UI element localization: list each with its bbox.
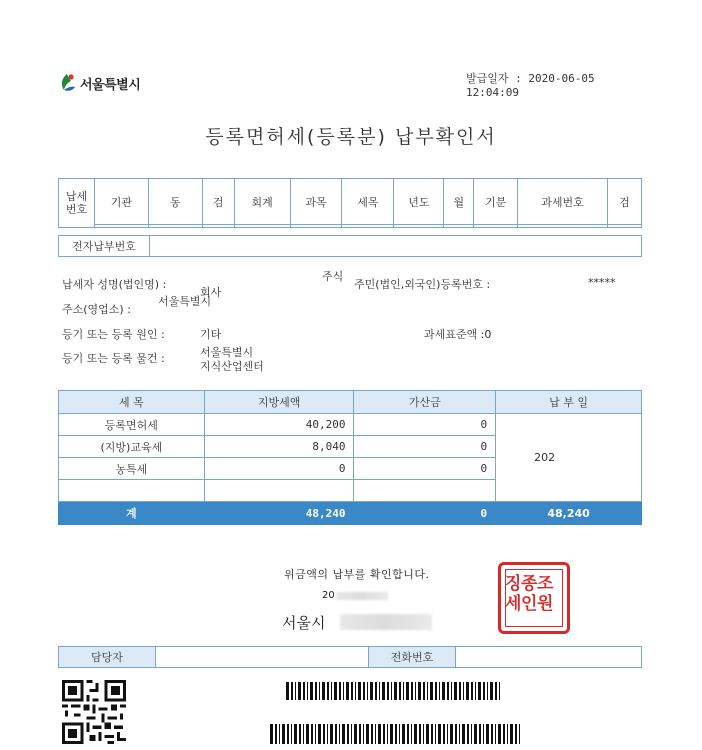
tax-number-row-label: 납세 번호 [59, 179, 95, 228]
issuer-name: 서울시 [282, 614, 326, 632]
seal-char: 인 [521, 594, 538, 614]
empty-cell [354, 480, 496, 502]
address-value: 서울특별시 [158, 295, 212, 308]
tax-number-cell [202, 225, 234, 228]
col-month: 월 [444, 179, 474, 225]
qr-code-icon [62, 680, 126, 748]
barcode-icon [270, 724, 522, 748]
official-seal [498, 562, 570, 634]
tax-number-cell [148, 225, 202, 228]
taxpayer-id-value: ***** [588, 276, 616, 289]
col-agency: 기관 [94, 179, 148, 225]
e-payment-table [58, 235, 642, 257]
manager-value [156, 647, 369, 668]
tax-number-cell [474, 225, 518, 228]
table-row [59, 414, 642, 436]
empty-cell [59, 480, 205, 502]
tax-number-cell [94, 225, 148, 228]
seal-char: 원 [537, 594, 554, 614]
total-label: 계 [59, 502, 205, 525]
payment-date: 202 [534, 451, 556, 464]
taxpayer-name-label: 납세자 성명(법인명) : [62, 278, 167, 291]
total-row [59, 502, 642, 525]
total-paid: 48,240 [496, 502, 642, 525]
seoul-logo [58, 72, 140, 94]
e-payment-value [150, 236, 642, 257]
col-tax-no: 과세번호 [518, 179, 608, 225]
tax-number-cell [518, 225, 608, 228]
tax-amount-table [58, 390, 642, 525]
org-name: 서울특별시 [80, 77, 141, 93]
col-tax-item: 세목 [342, 179, 394, 225]
th-surcharge: 가산금 [354, 391, 496, 414]
total-surcharge: 0 [354, 502, 496, 525]
th-local-tax: 지방세액 [204, 391, 354, 414]
row-item: 등록면허세 [59, 414, 205, 436]
taxpayer-name-line1: 주식 [322, 270, 344, 283]
row-item: (지방)교육세 [59, 436, 205, 458]
object-value-line1: 서울특별시 [200, 346, 254, 359]
col-subject: 과목 [290, 179, 342, 225]
confirmation-text: 위금액의 납부를 확인합니다. [284, 568, 430, 581]
seal-char: 징 [505, 574, 522, 594]
seal-char: 세 [505, 594, 522, 614]
row-amount: 0 [204, 458, 354, 480]
seal-char: 조 [537, 574, 554, 594]
phone-label: 전화번호 [369, 647, 456, 668]
taxpayer-id-label: 주민(법인,외국인)등록번호 : [354, 278, 491, 291]
manager-label: 담당자 [59, 647, 156, 668]
tax-number-cell [234, 225, 290, 228]
taxpayer-name-line2: 회사 [200, 286, 222, 299]
col-period: 기분 [474, 179, 518, 225]
issue-label: 발급일자 : [466, 72, 522, 85]
page-title: 등록면허세(등록분) 납부확인서 [205, 126, 497, 148]
tax-number-table [58, 178, 642, 228]
row-item: 농특세 [59, 458, 205, 480]
th-tax-item: 세 목 [59, 391, 205, 414]
row-surcharge: 0 [354, 436, 496, 458]
contact-table [58, 646, 642, 668]
tax-number-cell [342, 225, 394, 228]
seal-char: 종 [521, 574, 538, 594]
tax-number-cell [607, 225, 641, 228]
empty-cell [204, 480, 354, 502]
col-check2: 검 [607, 179, 641, 225]
barcode-icon [286, 682, 502, 704]
tax-number-cell [444, 225, 474, 228]
e-payment-label: 전자납부번호 [59, 236, 150, 257]
row-amount: 8,040 [204, 436, 354, 458]
row-surcharge: 0 [354, 414, 496, 436]
row-amount: 40,200 [204, 414, 354, 436]
payment-date-cell [496, 414, 642, 502]
address-label: 주소(영업소) : [62, 303, 131, 316]
issue-time: 12:04:09 [466, 86, 519, 99]
tax-number-cell [394, 225, 444, 228]
th-payment-date: 납 부 일 [496, 391, 642, 414]
col-account: 회계 [234, 179, 290, 225]
tax-base-label: 과세표준액 :0 [424, 328, 492, 341]
object-value-line2: 지식산업센터 [200, 360, 264, 373]
issue-datetime [466, 72, 595, 100]
redacted-date [336, 592, 388, 600]
seoul-logo-icon [58, 72, 76, 94]
col-dong: 동 [148, 179, 202, 225]
tax-number-cell [290, 225, 342, 228]
row-surcharge: 0 [354, 458, 496, 480]
total-amount: 48,240 [204, 502, 354, 525]
phone-value [456, 647, 642, 668]
cause-value: 기타 [200, 328, 222, 341]
col-check1: 검 [202, 179, 234, 225]
object-label: 등기 또는 등록 물건 : [62, 352, 165, 365]
col-year: 년도 [394, 179, 444, 225]
confirmation-date: 20 [322, 590, 335, 601]
cause-label: 등기 또는 등록 원인 : [62, 328, 165, 341]
issue-date: 2020-06-05 [528, 72, 595, 85]
redacted-issuer [340, 614, 432, 630]
